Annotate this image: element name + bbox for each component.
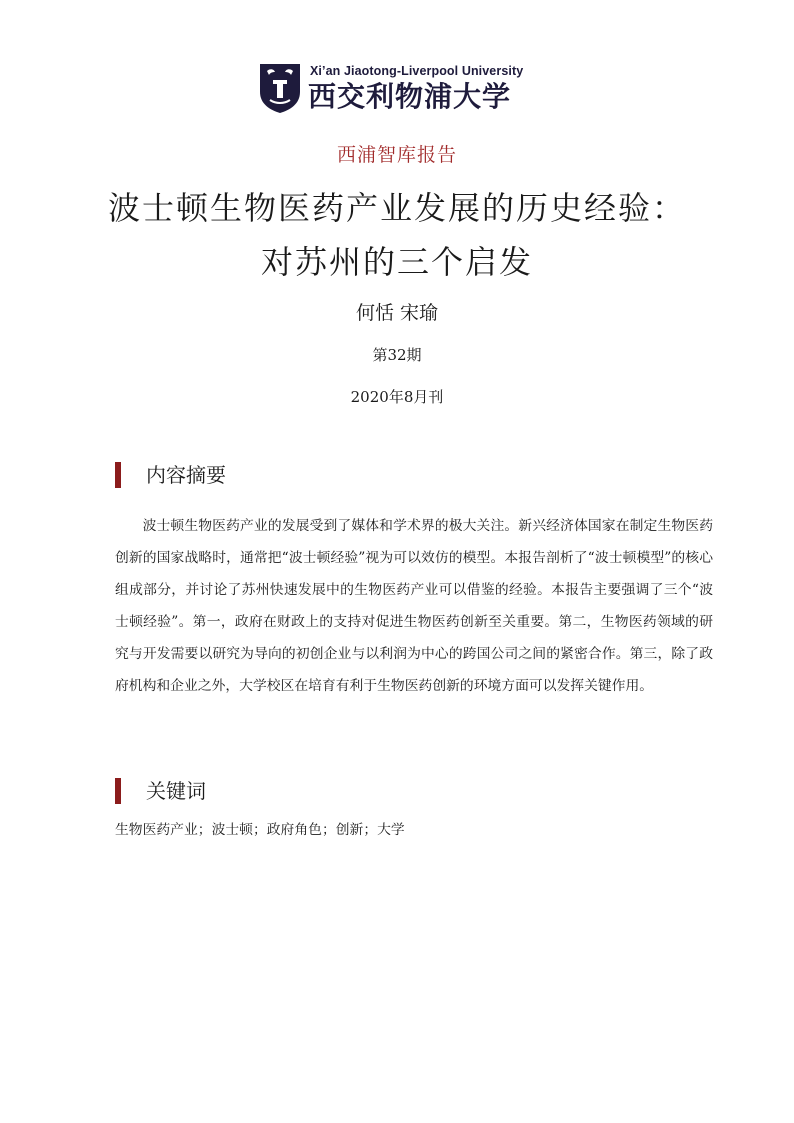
keywords-list: 生物医药产业；波士顿；政府角色；创新；大学 — [115, 822, 405, 838]
section-marker — [115, 778, 121, 804]
report-title-line-2: 对苏州的三个启发 — [260, 243, 533, 281]
abstract-heading-label: 内容摘要 — [146, 463, 226, 487]
logo-english-name: Xi’an Jiaotong-Liverpool University — [310, 64, 524, 78]
university-crest-icon — [258, 62, 302, 114]
university-logo — [256, 62, 546, 116]
report-title-line-1: 波士顿生物医药产业发展的历史经验： — [107, 189, 686, 227]
abstract-body: 波士顿生物医药产业的发展受到了媒体和学术界的极大关注。新兴经济体国家在制定生物医药创新的国家战略时，通常把“波士顿经验”视为可以效仿的模型。本报告剖析了“波士顿模型”的核心组成部分，并讨论了苏州快速发展中的生物医药产业可以借鉴的经验。本报告主要强调了三个“波士顿经验”。第一，政府在财政上的支持对促进生物医药创新至关重要。第二，生物医药领域的研究与开发需要以研究为导向的初创企业与以利润为中心的跨国公司之间的紧密合作。第三，除了政府机构和企业之外，大学校区在培育有利于生物医药创新的环境方面可以发挥关键作用。 — [115, 518, 713, 694]
report-series: 西浦智库报告 — [336, 144, 457, 166]
keywords-heading-label: 关键词 — [146, 779, 206, 803]
report-date: 2020年8月刊 — [350, 388, 444, 406]
report-issue: 第32期 — [372, 346, 422, 364]
section-marker — [115, 462, 121, 488]
logo-chinese-name: 西交利物浦大学 — [308, 80, 512, 113]
report-authors: 何恬 宋瑜 — [355, 302, 439, 324]
